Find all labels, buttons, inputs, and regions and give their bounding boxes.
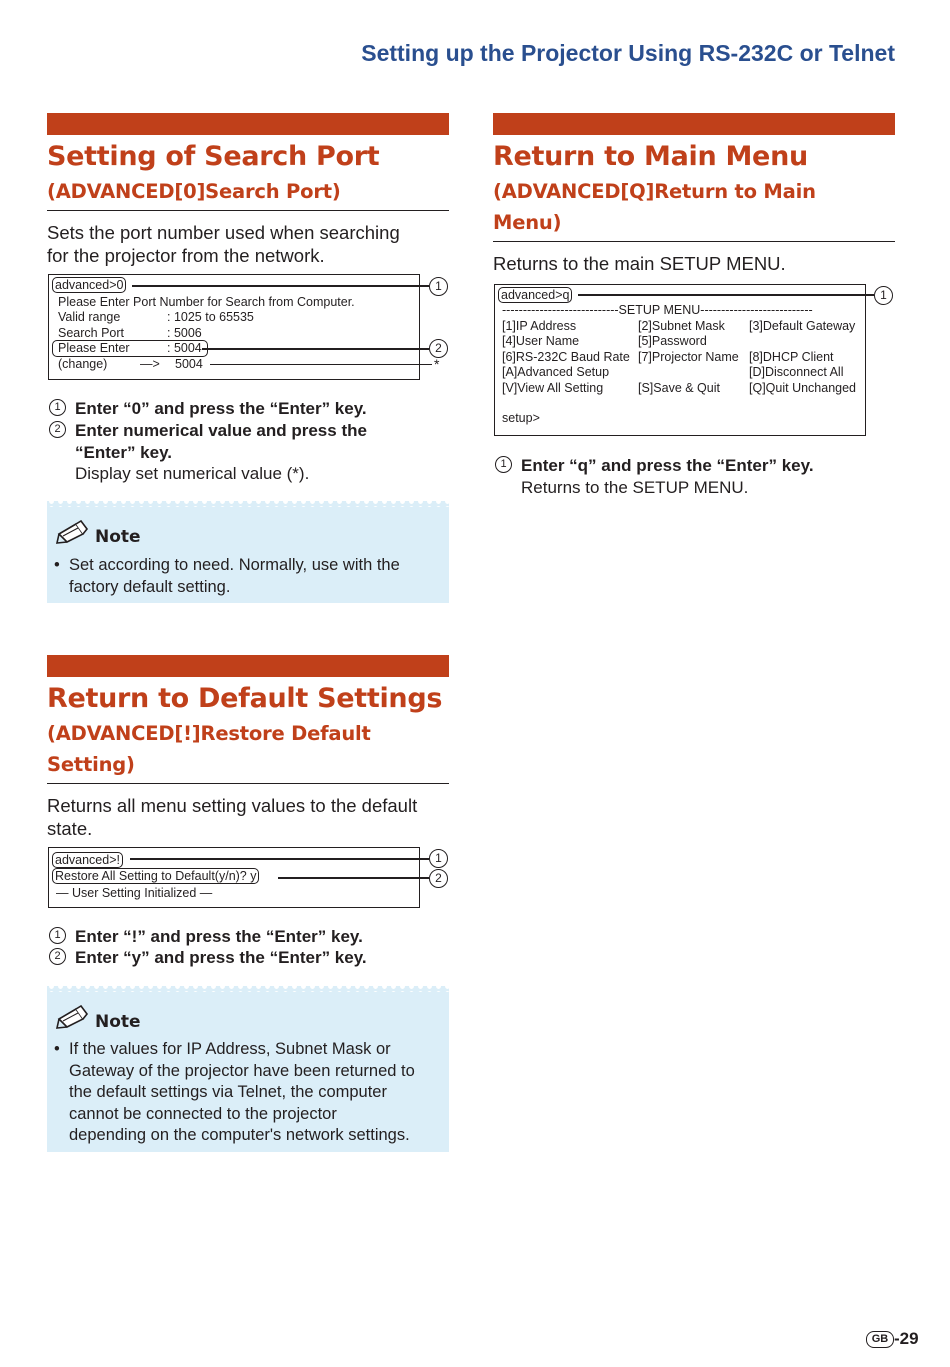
menu-item: [S]Save & Quit [638, 381, 720, 395]
region-badge: GB [866, 1331, 894, 1348]
menu-item: [8]DHCP Client [749, 350, 834, 364]
step-1-text: Enter “!” and press the “Enter” key. [75, 927, 363, 946]
page-header-title: Setting up the Projector Using RS-232C or Telnet [361, 40, 895, 66]
terminal-line: 5004 [175, 357, 203, 371]
section-bar [47, 655, 449, 677]
section-bar [493, 113, 895, 135]
menu-item: [5]Password [638, 334, 707, 348]
callout-leader [202, 348, 429, 350]
note-box [47, 501, 449, 603]
step-number: 1 [49, 927, 66, 944]
menu-item: [7]Projector Name [638, 350, 739, 364]
divider [47, 210, 449, 211]
terminal-line: Search Port [58, 326, 125, 340]
menu-item: [D]Disconnect All [749, 365, 844, 379]
menu-divider: ----------------------------SETUP MENU--------------------------- [502, 303, 813, 317]
note-bullet: • [54, 556, 60, 574]
step-2-text: Enter numerical value and press the “Enter” key. Display set numerical value (*). [75, 421, 367, 483]
callout-marker-1: 1 [429, 849, 448, 868]
menu-item: [4]User Name [502, 334, 580, 348]
terminal-line: — User Setting Initialized — [56, 886, 213, 900]
menu-item: [1]IP Address [502, 319, 577, 333]
step-2-text: Enter “y” and press the “Enter” key. [75, 948, 367, 967]
terminal-command: Restore All Setting to Default(y/n)? y [52, 868, 259, 884]
pencil-icon [56, 1005, 92, 1034]
menu-item: [6]RS-232C Baud Rate [502, 350, 630, 364]
note-text: If the values for IP Address, Subnet Mask or Gateway of the projector have been returned to the default settings via Telnet, the computer cannot be connected to the projector depending on the computer's network settings. [69, 1040, 415, 1144]
main-menu-subtitle: (ADVANCED[Q]Return to Main Menu) [493, 180, 816, 234]
callout-leader [210, 364, 432, 365]
callout-marker-2: 2 [429, 339, 448, 358]
menu-item: [3]Default Gateway [749, 319, 856, 333]
callout-marker-2: 2 [429, 869, 448, 888]
callout-leader [132, 285, 429, 287]
step-number: 1 [495, 456, 512, 473]
terminal-command: advanced>! [52, 852, 123, 868]
step-number: 2 [49, 948, 66, 965]
menu-item: [2]Subnet Mask [638, 319, 725, 333]
main-menu-description: Returns to the main SETUP MENU. [493, 253, 786, 274]
menu-item: [Q]Quit Unchanged [749, 381, 857, 395]
callout-marker-1: 1 [874, 286, 893, 305]
terminal-command: advanced>0 [52, 277, 126, 293]
note-label: Note [95, 527, 141, 547]
note-label: Note [95, 1012, 141, 1032]
menu-item: [V]View All Setting [502, 381, 604, 395]
section-bar [47, 113, 449, 135]
callout-marker-1: 1 [429, 277, 448, 296]
search-port-subtitle: (ADVANCED[0]Search Port) [47, 180, 341, 203]
step-number: 1 [49, 399, 66, 416]
callout-leader [130, 858, 429, 860]
terminal-command: advanced>q [498, 287, 572, 303]
default-settings-subtitle: (ADVANCED[!]Restore Default Setting) [47, 722, 371, 776]
terminal-line: (change) [58, 357, 108, 371]
terminal-line: Please Enter [58, 341, 130, 355]
default-settings-title: Return to Default Settings [47, 683, 443, 714]
step-1-text: Enter “q” and press the “Enter” key. Returns to the SETUP MENU. [521, 456, 814, 497]
search-port-title: Setting of Search Port [47, 141, 380, 172]
divider [47, 783, 449, 784]
step-1-text: Enter “0” and press the “Enter” key. [75, 399, 367, 418]
search-port-description: Sets the port number used when searching for the projector from the network. [47, 222, 400, 266]
note-box [47, 986, 449, 1152]
asterisk-mark: * [434, 356, 440, 372]
main-menu-terminal [494, 284, 866, 436]
menu-item: [A]Advanced Setup [502, 365, 610, 379]
callout-leader [578, 294, 874, 296]
page-number: -29 [894, 1329, 919, 1348]
default-settings-description: Returns all menu setting values to the default state. [47, 795, 418, 839]
terminal-line: : 5006 [167, 326, 202, 340]
callout-leader [278, 877, 429, 879]
terminal-line: : 1025 to 65535 [167, 310, 254, 324]
terminal-line: —> [140, 357, 160, 371]
main-menu-title: Return to Main Menu [493, 141, 808, 172]
terminal-line: Please Enter Port Number for Search from Computer. [58, 295, 355, 309]
note-text: Set according to need. Normally, use with the factory default setting. [69, 556, 400, 596]
step-number: 2 [49, 421, 66, 438]
terminal-line: : 5004 [167, 341, 202, 355]
setup-prompt: setup> [502, 411, 540, 425]
divider [493, 241, 895, 242]
terminal-line: Valid range [58, 310, 121, 324]
note-bullet: • [54, 1040, 60, 1058]
pencil-icon [56, 520, 92, 549]
